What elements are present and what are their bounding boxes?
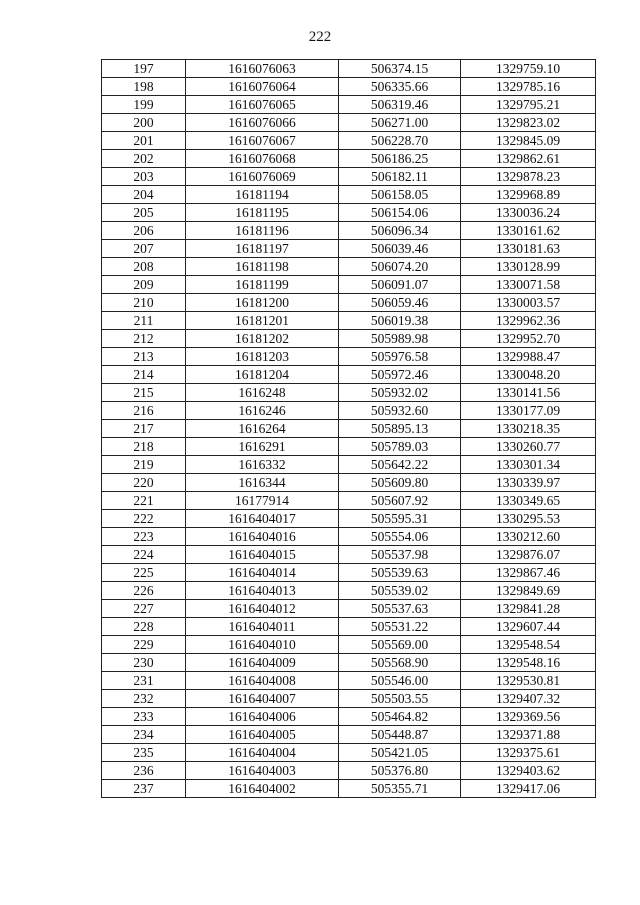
y-coordinate-cell: 1329823.02 xyxy=(461,114,596,132)
x-coordinate-cell: 506091.07 xyxy=(339,276,461,294)
row-number-cell: 220 xyxy=(102,474,186,492)
table-row xyxy=(102,762,596,780)
x-coordinate-cell: 505569.00 xyxy=(339,636,461,654)
x-coordinate-cell: 505989.98 xyxy=(339,330,461,348)
point-id-cell: 1616264 xyxy=(186,420,339,438)
row-number-cell: 199 xyxy=(102,96,186,114)
x-coordinate-cell: 505609.80 xyxy=(339,474,461,492)
table-row xyxy=(102,492,596,510)
x-coordinate-cell: 505537.98 xyxy=(339,546,461,564)
row-number-cell: 216 xyxy=(102,402,186,420)
point-id-cell: 1616248 xyxy=(186,384,339,402)
y-coordinate-cell: 1329375.61 xyxy=(461,744,596,762)
point-id-cell: 1616076069 xyxy=(186,168,339,186)
table-row xyxy=(102,654,596,672)
point-id-cell: 1616404003 xyxy=(186,762,339,780)
row-number-cell: 206 xyxy=(102,222,186,240)
y-coordinate-cell: 1329785.16 xyxy=(461,78,596,96)
table-row xyxy=(102,726,596,744)
point-id-cell: 16181200 xyxy=(186,294,339,312)
y-coordinate-cell: 1329878.23 xyxy=(461,168,596,186)
point-id-cell: 1616076068 xyxy=(186,150,339,168)
table-row xyxy=(102,420,596,438)
x-coordinate-cell: 505976.58 xyxy=(339,348,461,366)
row-number-cell: 225 xyxy=(102,564,186,582)
table-row xyxy=(102,330,596,348)
y-coordinate-cell: 1329548.54 xyxy=(461,636,596,654)
point-id-cell: 1616404014 xyxy=(186,564,339,582)
x-coordinate-cell: 506096.34 xyxy=(339,222,461,240)
y-coordinate-cell: 1330218.35 xyxy=(461,420,596,438)
point-id-cell: 16181202 xyxy=(186,330,339,348)
row-number-cell: 212 xyxy=(102,330,186,348)
y-coordinate-cell: 1329988.47 xyxy=(461,348,596,366)
table-row xyxy=(102,204,596,222)
point-id-cell: 1616404012 xyxy=(186,600,339,618)
point-id-cell: 16181195 xyxy=(186,204,339,222)
y-coordinate-cell: 1329407.32 xyxy=(461,690,596,708)
point-id-cell: 1616404013 xyxy=(186,582,339,600)
table-row xyxy=(102,546,596,564)
row-number-cell: 233 xyxy=(102,708,186,726)
table-row xyxy=(102,60,596,78)
point-id-cell: 1616076067 xyxy=(186,132,339,150)
point-id-cell: 1616076063 xyxy=(186,60,339,78)
table-row xyxy=(102,78,596,96)
x-coordinate-cell: 505448.87 xyxy=(339,726,461,744)
table-row xyxy=(102,780,596,798)
table-body xyxy=(102,60,596,798)
row-number-cell: 222 xyxy=(102,510,186,528)
point-id-cell: 16181204 xyxy=(186,366,339,384)
x-coordinate-cell: 506182.11 xyxy=(339,168,461,186)
x-coordinate-cell: 505464.82 xyxy=(339,708,461,726)
row-number-cell: 229 xyxy=(102,636,186,654)
point-id-cell: 1616404015 xyxy=(186,546,339,564)
y-coordinate-cell: 1330128.99 xyxy=(461,258,596,276)
point-id-cell: 1616332 xyxy=(186,456,339,474)
point-id-cell: 1616404016 xyxy=(186,528,339,546)
table-row xyxy=(102,708,596,726)
y-coordinate-cell: 1329849.69 xyxy=(461,582,596,600)
y-coordinate-cell: 1329867.46 xyxy=(461,564,596,582)
point-id-cell: 1616404002 xyxy=(186,780,339,798)
row-number-cell: 211 xyxy=(102,312,186,330)
point-id-cell: 1616076064 xyxy=(186,78,339,96)
row-number-cell: 227 xyxy=(102,600,186,618)
row-number-cell: 198 xyxy=(102,78,186,96)
row-number-cell: 235 xyxy=(102,744,186,762)
y-coordinate-cell: 1330141.56 xyxy=(461,384,596,402)
table-row xyxy=(102,582,596,600)
point-id-cell: 1616291 xyxy=(186,438,339,456)
x-coordinate-cell: 506335.66 xyxy=(339,78,461,96)
table-row xyxy=(102,510,596,528)
table-row xyxy=(102,276,596,294)
table-row xyxy=(102,564,596,582)
row-number-cell: 202 xyxy=(102,150,186,168)
table-row xyxy=(102,150,596,168)
y-coordinate-cell: 1329962.36 xyxy=(461,312,596,330)
x-coordinate-cell: 506059.46 xyxy=(339,294,461,312)
point-id-cell: 16181199 xyxy=(186,276,339,294)
y-coordinate-cell: 1330260.77 xyxy=(461,438,596,456)
x-coordinate-cell: 505355.71 xyxy=(339,780,461,798)
row-number-cell: 236 xyxy=(102,762,186,780)
y-coordinate-cell: 1329952.70 xyxy=(461,330,596,348)
point-id-cell: 1616344 xyxy=(186,474,339,492)
table-row xyxy=(102,744,596,762)
point-id-cell: 16181203 xyxy=(186,348,339,366)
x-coordinate-cell: 505554.06 xyxy=(339,528,461,546)
x-coordinate-cell: 505972.46 xyxy=(339,366,461,384)
row-number-cell: 223 xyxy=(102,528,186,546)
table-row xyxy=(102,348,596,366)
point-id-cell: 1616404004 xyxy=(186,744,339,762)
point-id-cell: 1616404005 xyxy=(186,726,339,744)
x-coordinate-cell: 506228.70 xyxy=(339,132,461,150)
table-row xyxy=(102,384,596,402)
y-coordinate-cell: 1329795.21 xyxy=(461,96,596,114)
y-coordinate-cell: 1330212.60 xyxy=(461,528,596,546)
table-row xyxy=(102,312,596,330)
x-coordinate-cell: 505539.63 xyxy=(339,564,461,582)
page-number: 222 xyxy=(308,29,332,45)
x-coordinate-cell: 505539.02 xyxy=(339,582,461,600)
x-coordinate-cell: 505895.13 xyxy=(339,420,461,438)
table-row xyxy=(102,618,596,636)
x-coordinate-cell: 506271.00 xyxy=(339,114,461,132)
table-row xyxy=(102,366,596,384)
row-number-cell: 197 xyxy=(102,60,186,78)
table-row xyxy=(102,456,596,474)
point-id-cell: 1616404008 xyxy=(186,672,339,690)
row-number-cell: 205 xyxy=(102,204,186,222)
x-coordinate-cell: 505789.03 xyxy=(339,438,461,456)
y-coordinate-cell: 1330295.53 xyxy=(461,510,596,528)
y-coordinate-cell: 1329876.07 xyxy=(461,546,596,564)
row-number-cell: 201 xyxy=(102,132,186,150)
y-coordinate-cell: 1330339.97 xyxy=(461,474,596,492)
x-coordinate-cell: 505531.22 xyxy=(339,618,461,636)
x-coordinate-cell: 506186.25 xyxy=(339,150,461,168)
table-row xyxy=(102,402,596,420)
row-number-cell: 234 xyxy=(102,726,186,744)
table-row xyxy=(102,240,596,258)
table-row xyxy=(102,132,596,150)
point-id-cell: 1616404017 xyxy=(186,510,339,528)
point-id-cell: 1616404009 xyxy=(186,654,339,672)
x-coordinate-cell: 506158.05 xyxy=(339,186,461,204)
row-number-cell: 213 xyxy=(102,348,186,366)
row-number-cell: 231 xyxy=(102,672,186,690)
row-number-cell: 203 xyxy=(102,168,186,186)
table-row xyxy=(102,222,596,240)
row-number-cell: 224 xyxy=(102,546,186,564)
y-coordinate-cell: 1330181.63 xyxy=(461,240,596,258)
y-coordinate-cell: 1330161.62 xyxy=(461,222,596,240)
y-coordinate-cell: 1329548.16 xyxy=(461,654,596,672)
point-id-cell: 16177914 xyxy=(186,492,339,510)
y-coordinate-cell: 1330036.24 xyxy=(461,204,596,222)
x-coordinate-cell: 505568.90 xyxy=(339,654,461,672)
point-id-cell: 16181198 xyxy=(186,258,339,276)
y-coordinate-cell: 1330048.20 xyxy=(461,366,596,384)
table-row xyxy=(102,672,596,690)
x-coordinate-cell: 505537.63 xyxy=(339,600,461,618)
y-coordinate-cell: 1329371.88 xyxy=(461,726,596,744)
point-id-cell: 1616076066 xyxy=(186,114,339,132)
x-coordinate-cell: 505595.31 xyxy=(339,510,461,528)
row-number-cell: 207 xyxy=(102,240,186,258)
x-coordinate-cell: 505642.22 xyxy=(339,456,461,474)
x-coordinate-cell: 505376.80 xyxy=(339,762,461,780)
point-id-cell: 1616404011 xyxy=(186,618,339,636)
table-row xyxy=(102,96,596,114)
x-coordinate-cell: 506154.06 xyxy=(339,204,461,222)
table-row xyxy=(102,636,596,654)
row-number-cell: 214 xyxy=(102,366,186,384)
y-coordinate-cell: 1329862.61 xyxy=(461,150,596,168)
table-row xyxy=(102,186,596,204)
point-id-cell: 1616404010 xyxy=(186,636,339,654)
row-number-cell: 217 xyxy=(102,420,186,438)
point-id-cell: 16181196 xyxy=(186,222,339,240)
y-coordinate-cell: 1329403.62 xyxy=(461,762,596,780)
point-id-cell: 1616404007 xyxy=(186,690,339,708)
table-row xyxy=(102,114,596,132)
table-row xyxy=(102,528,596,546)
table-row xyxy=(102,168,596,186)
table-row xyxy=(102,438,596,456)
row-number-cell: 226 xyxy=(102,582,186,600)
y-coordinate-cell: 1329530.81 xyxy=(461,672,596,690)
x-coordinate-cell: 506019.38 xyxy=(339,312,461,330)
x-coordinate-cell: 505932.60 xyxy=(339,402,461,420)
y-coordinate-cell: 1329369.56 xyxy=(461,708,596,726)
y-coordinate-cell: 1329417.06 xyxy=(461,780,596,798)
x-coordinate-cell: 505607.92 xyxy=(339,492,461,510)
x-coordinate-cell: 505503.55 xyxy=(339,690,461,708)
x-coordinate-cell: 505546.00 xyxy=(339,672,461,690)
x-coordinate-cell: 505932.02 xyxy=(339,384,461,402)
table-row xyxy=(102,690,596,708)
y-coordinate-cell: 1329759.10 xyxy=(461,60,596,78)
x-coordinate-cell: 506039.46 xyxy=(339,240,461,258)
row-number-cell: 232 xyxy=(102,690,186,708)
row-number-cell: 200 xyxy=(102,114,186,132)
row-number-cell: 208 xyxy=(102,258,186,276)
y-coordinate-cell: 1330003.57 xyxy=(461,294,596,312)
point-id-cell: 1616404006 xyxy=(186,708,339,726)
row-number-cell: 228 xyxy=(102,618,186,636)
row-number-cell: 218 xyxy=(102,438,186,456)
point-id-cell: 16181194 xyxy=(186,186,339,204)
coordinate-table-container xyxy=(101,59,595,798)
row-number-cell: 230 xyxy=(102,654,186,672)
row-number-cell: 204 xyxy=(102,186,186,204)
table-row xyxy=(102,258,596,276)
row-number-cell: 221 xyxy=(102,492,186,510)
y-coordinate-cell: 1329607.44 xyxy=(461,618,596,636)
row-number-cell: 215 xyxy=(102,384,186,402)
row-number-cell: 219 xyxy=(102,456,186,474)
table-row xyxy=(102,294,596,312)
x-coordinate-cell: 505421.05 xyxy=(339,744,461,762)
table-row xyxy=(102,474,596,492)
y-coordinate-cell: 1329841.28 xyxy=(461,600,596,618)
y-coordinate-cell: 1329845.09 xyxy=(461,132,596,150)
row-number-cell: 210 xyxy=(102,294,186,312)
point-id-cell: 1616076065 xyxy=(186,96,339,114)
y-coordinate-cell: 1330071.58 xyxy=(461,276,596,294)
y-coordinate-cell: 1330177.09 xyxy=(461,402,596,420)
x-coordinate-cell: 506319.46 xyxy=(339,96,461,114)
row-number-cell: 237 xyxy=(102,780,186,798)
point-id-cell: 16181201 xyxy=(186,312,339,330)
x-coordinate-cell: 506074.20 xyxy=(339,258,461,276)
x-coordinate-cell: 506374.15 xyxy=(339,60,461,78)
y-coordinate-cell: 1330301.34 xyxy=(461,456,596,474)
table-row xyxy=(102,600,596,618)
row-number-cell: 209 xyxy=(102,276,186,294)
y-coordinate-cell: 1330349.65 xyxy=(461,492,596,510)
point-id-cell: 1616246 xyxy=(186,402,339,420)
point-id-cell: 16181197 xyxy=(186,240,339,258)
y-coordinate-cell: 1329968.89 xyxy=(461,186,596,204)
coordinate-table xyxy=(101,59,596,798)
